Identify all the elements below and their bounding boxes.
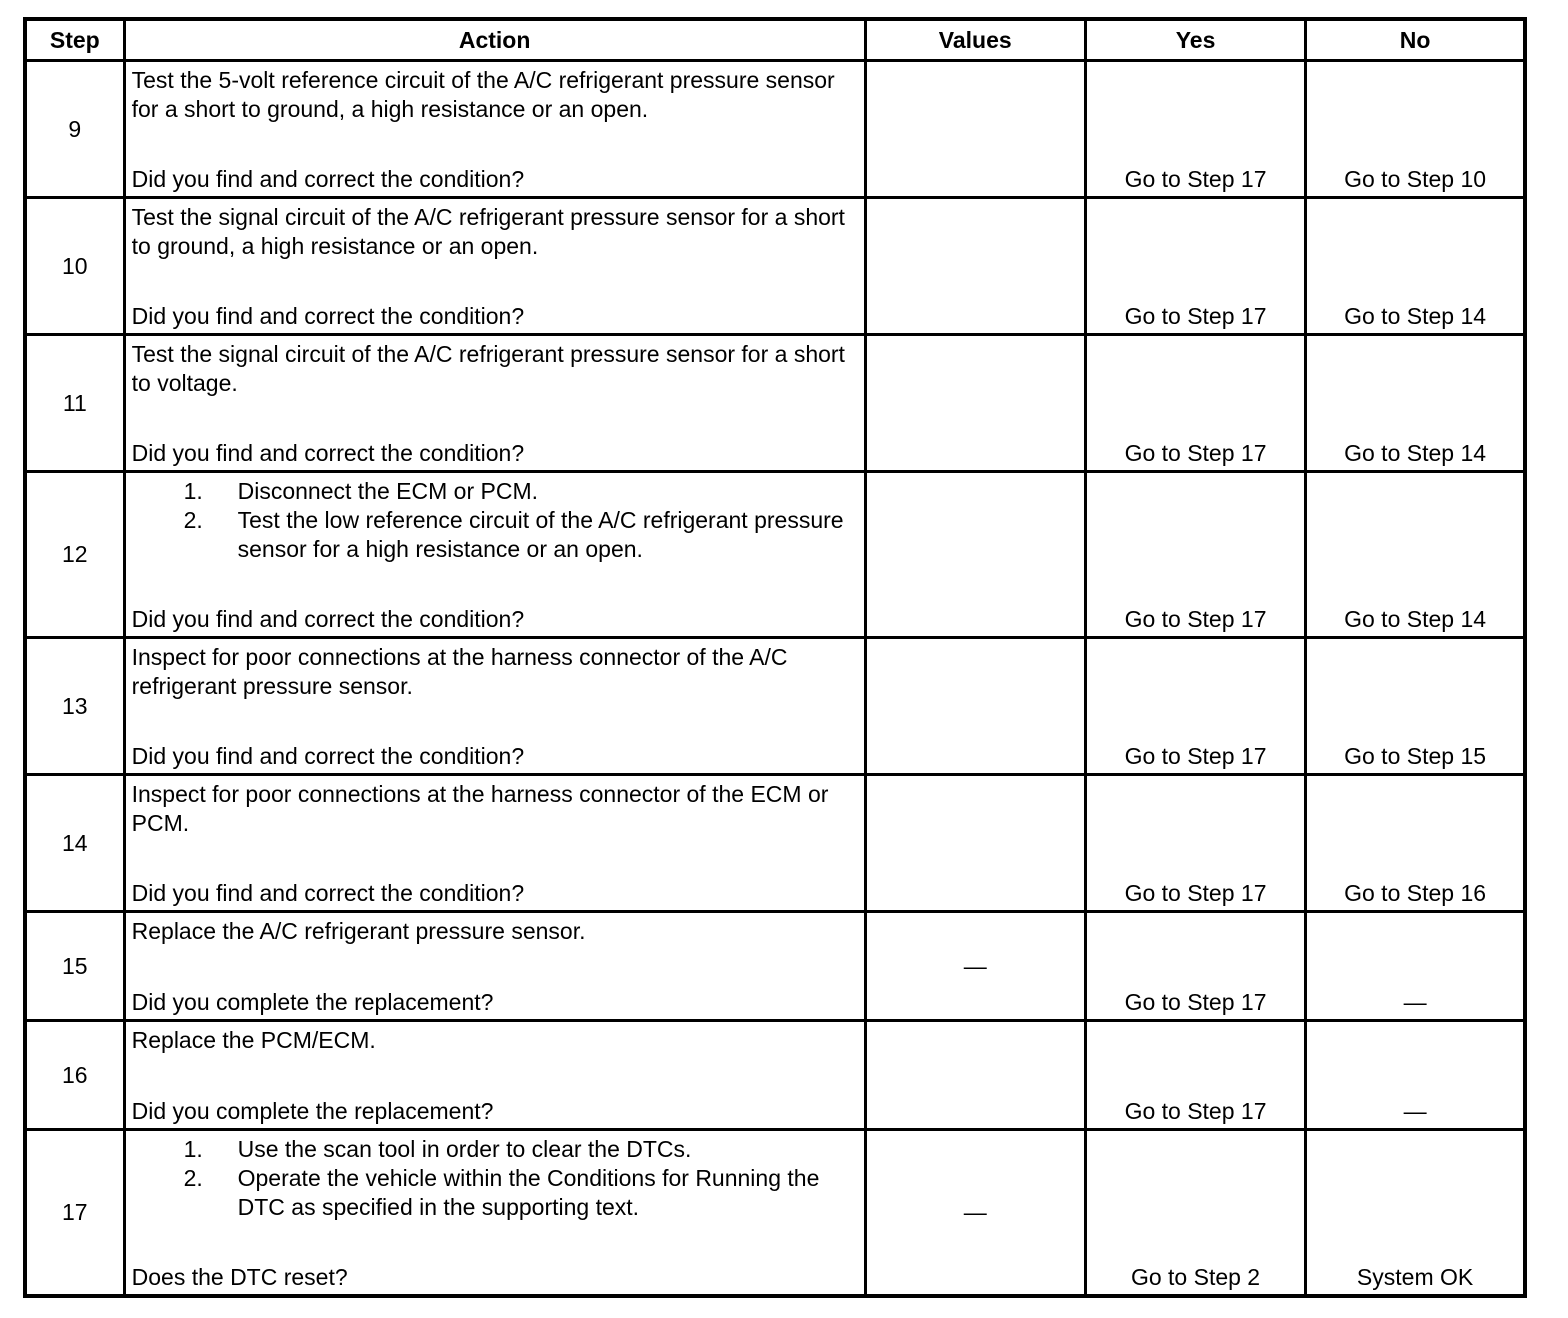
action-cell — [124, 198, 865, 335]
action-text: Test the signal circuit of the A/C refrigerant pressure sensor for a short to ground, a high resistance or an open. — [131, 204, 845, 259]
action-content — [126, 1022, 864, 1128]
step-number: 14 — [25, 775, 124, 912]
action-list-item — [132, 506, 858, 564]
action-cell — [124, 335, 865, 472]
action-content — [126, 1131, 864, 1294]
action-list-number: 1. — [183, 478, 203, 504]
action-question: Did you complete the replacement? — [131, 989, 494, 1015]
table-row — [25, 472, 1525, 638]
action-content — [126, 473, 864, 636]
values-cell: — — [865, 912, 1085, 1021]
action-cell — [124, 775, 865, 912]
action-list-text: Disconnect the ECM or PCM. — [237, 478, 538, 504]
no-result: Go to Step 14 — [1306, 335, 1525, 472]
no-result: Go to Step 15 — [1306, 638, 1525, 775]
action-list-number: 2. — [183, 1165, 203, 1191]
no-result: Go to Step 10 — [1306, 61, 1525, 198]
action-text: Replace the PCM/ECM. — [131, 1027, 376, 1053]
action-question: Does the DTC reset? — [131, 1264, 348, 1290]
diagnostic-table — [23, 17, 1527, 1298]
yes-result: Go to Step 17 — [1085, 775, 1305, 912]
action-list-item — [132, 1164, 858, 1222]
yes-result: Go to Step 17 — [1085, 198, 1305, 335]
step-number: 9 — [25, 61, 124, 198]
action-text: Test the signal circuit of the A/C refrigerant pressure sensor for a short to voltage. — [131, 341, 845, 396]
values-cell — [865, 335, 1085, 472]
values-cell — [865, 775, 1085, 912]
table-row — [25, 775, 1525, 912]
header-step: Step — [25, 19, 124, 61]
step-number: 11 — [25, 335, 124, 472]
action-list-text: Use the scan tool in order to clear the DTCs. — [237, 1136, 692, 1162]
no-result: Go to Step 14 — [1306, 198, 1525, 335]
table-row — [25, 912, 1525, 1021]
action-content — [126, 639, 864, 773]
action-steps-list — [132, 1135, 858, 1222]
yes-result: Go to Step 17 — [1085, 335, 1305, 472]
action-question: Did you find and correct the condition? — [131, 166, 525, 192]
table-row — [25, 1021, 1525, 1130]
action-cell — [124, 61, 865, 198]
no-result: — — [1306, 1021, 1525, 1130]
action-content — [126, 62, 864, 196]
step-number: 17 — [25, 1130, 124, 1297]
action-cell — [124, 638, 865, 775]
action-question: Did you find and correct the condition? — [131, 303, 525, 329]
step-number: 13 — [25, 638, 124, 775]
yes-result: Go to Step 17 — [1085, 1021, 1305, 1130]
yes-result: Go to Step 17 — [1085, 912, 1305, 1021]
header-no: No — [1306, 19, 1525, 61]
action-content — [126, 336, 864, 470]
header-values: Values — [865, 19, 1085, 61]
yes-result: Go to Step 17 — [1085, 638, 1305, 775]
table-row — [25, 198, 1525, 335]
action-list-text: Operate the vehicle within the Conditions for Running the DTC as specified in the supporting text. — [237, 1165, 820, 1220]
values-cell — [865, 61, 1085, 198]
no-result: Go to Step 14 — [1306, 472, 1525, 638]
values-cell — [865, 198, 1085, 335]
action-content — [126, 913, 864, 1019]
action-list-number: 1. — [183, 1136, 203, 1162]
action-text: Test the 5-volt reference circuit of the A/C refrigerant pressure sensor for a short to ground, a high resistance or an open. — [131, 67, 835, 122]
action-text: Inspect for poor connections at the harness connector of the A/C refrigerant pressure sensor. — [131, 644, 788, 699]
header-row — [25, 19, 1525, 61]
table-row — [25, 1130, 1525, 1297]
action-text: Replace the A/C refrigerant pressure sensor. — [131, 918, 586, 944]
action-content — [126, 199, 864, 333]
action-list-item — [132, 1135, 858, 1164]
values-cell — [865, 472, 1085, 638]
no-result: System OK — [1306, 1130, 1525, 1297]
action-list-number: 2. — [183, 507, 203, 533]
action-list-item — [132, 477, 858, 506]
action-content — [126, 776, 864, 910]
header-action: Action — [124, 19, 865, 61]
action-steps-list — [132, 477, 858, 564]
yes-result: Go to Step 17 — [1085, 61, 1305, 198]
values-cell: — — [865, 1130, 1085, 1297]
action-cell — [124, 1130, 865, 1297]
values-cell — [865, 638, 1085, 775]
action-question: Did you find and correct the condition? — [131, 880, 525, 906]
action-cell — [124, 912, 865, 1021]
step-number: 10 — [25, 198, 124, 335]
action-question: Did you complete the replacement? — [131, 1098, 494, 1124]
no-result: — — [1306, 912, 1525, 1021]
action-text: Inspect for poor connections at the harness connector of the ECM or PCM. — [131, 781, 829, 836]
action-question: Did you find and correct the condition? — [131, 743, 525, 769]
header-yes: Yes — [1085, 19, 1305, 61]
yes-result: Go to Step 2 — [1085, 1130, 1305, 1297]
step-number: 15 — [25, 912, 124, 1021]
action-cell — [124, 472, 865, 638]
action-cell — [124, 1021, 865, 1130]
action-question: Did you find and correct the condition? — [131, 440, 525, 466]
table-row — [25, 335, 1525, 472]
table-row — [25, 61, 1525, 198]
table-row — [25, 638, 1525, 775]
yes-result: Go to Step 17 — [1085, 472, 1305, 638]
values-cell — [865, 1021, 1085, 1130]
step-number: 16 — [25, 1021, 124, 1130]
no-result: Go to Step 16 — [1306, 775, 1525, 912]
action-question: Did you find and correct the condition? — [131, 606, 525, 632]
action-list-text: Test the low reference circuit of the A/C refrigerant pressure sensor for a high resistance or an open. — [237, 507, 844, 562]
step-number: 12 — [25, 472, 124, 638]
